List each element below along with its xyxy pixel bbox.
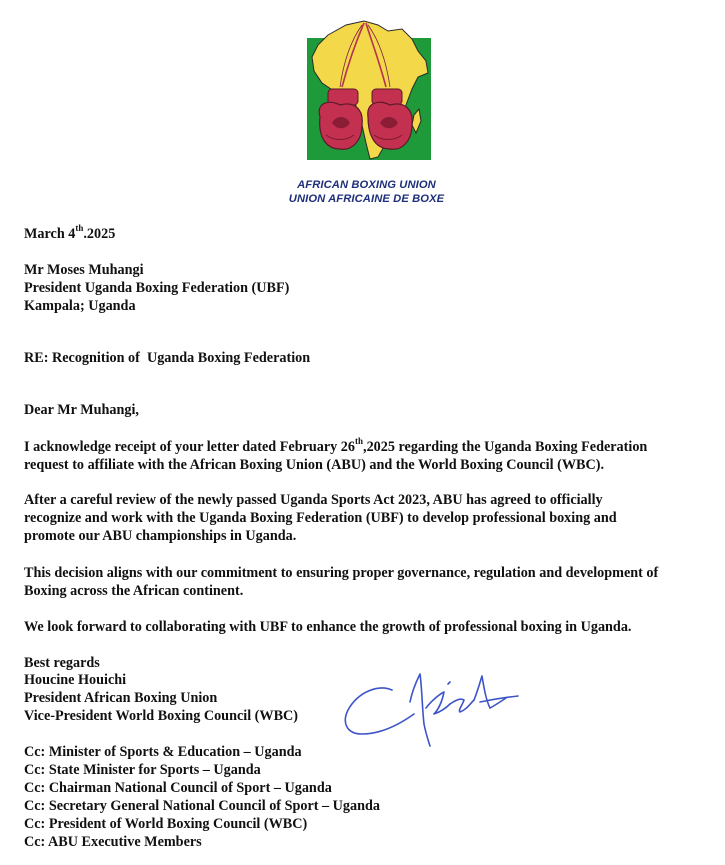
paragraph-2-line-1: After a careful review of the newly passed Uganda Sports Act 2023, ABU has agreed to officially <box>24 492 603 508</box>
letter-date: March 4th.2025 <box>24 223 116 242</box>
paragraph-1-line-1: I acknowledge receipt of your letter dated February 26th,2025 regarding the Uganda Boxing Federation <box>24 436 648 455</box>
org-name-french: UNION AFRICAINE DE BOXE <box>288 193 445 205</box>
cc-line-2: Cc: State Minister for Sports – Uganda <box>24 762 261 778</box>
letter-subject: RE: Recognition of Uganda Boxing Federation <box>24 350 311 366</box>
recipient-location: Kampala; Uganda <box>24 298 136 314</box>
signatory-title-1: President African Boxing Union <box>24 690 218 706</box>
signatory-title-2: Vice-President World Boxing Council (WBC) <box>24 708 299 724</box>
paragraph-4: We look forward to collaborating with UBF to enhance the growth of professional boxing in Uganda. <box>24 619 632 635</box>
paragraph-1-line-2: request to affiliate with the African Boxing Union (ABU) and the World Boxing Council (WBC). <box>24 457 605 473</box>
signatory-name: Houcine Houichi <box>24 672 127 688</box>
recipient-title: President Uganda Boxing Federation (UBF) <box>24 280 290 296</box>
cc-line-6: Cc: ABU Executive Members <box>24 834 202 850</box>
recipient-name: Mr Moses Muhangi <box>24 262 144 278</box>
paragraph-3-line-1: This decision aligns with our commitment to ensuring proper governance, regulation and development of <box>24 565 659 581</box>
paragraph-2-line-3: promote our ABU championships in Uganda. <box>24 528 297 544</box>
cc-line-4: Cc: Secretary General National Council of Sport – Uganda <box>24 798 380 814</box>
abu-logo <box>306 17 432 162</box>
cc-line-3: Cc: Chairman National Council of Sport – Uganda <box>24 780 332 796</box>
cc-line-1: Cc: Minister of Sports & Education – Uganda <box>24 744 302 760</box>
paragraph-2-line-2: recognize and work with the Uganda Boxing Federation (UBF) to develop professional boxing and <box>24 510 617 526</box>
handwritten-signature <box>340 662 530 752</box>
paragraph-3-line-2: Boxing across the African continent. <box>24 583 244 599</box>
cc-line-5: Cc: President of World Boxing Council (WBC) <box>24 816 308 832</box>
salutation: Dear Mr Muhangi, <box>24 402 139 418</box>
org-name-english: AFRICAN BOXING UNION <box>297 179 436 191</box>
closing: Best regards <box>24 655 100 671</box>
